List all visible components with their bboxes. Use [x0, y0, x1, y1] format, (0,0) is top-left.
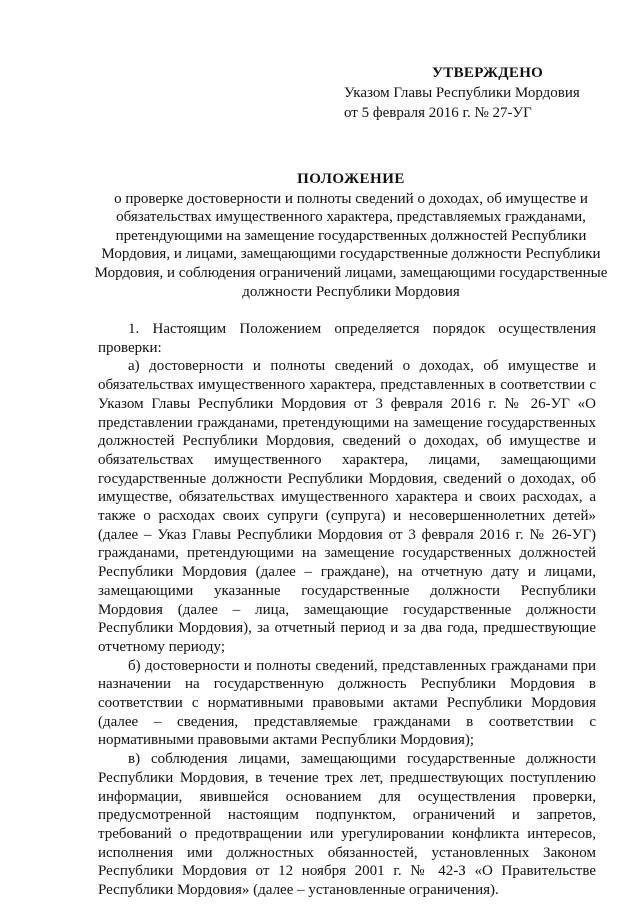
approval-stamp	[344, 63, 624, 123]
approval-heading: УТВЕРЖДЕНО	[432, 65, 544, 81]
approval-line-1: Указом Главы Республики Мордовия	[344, 85, 580, 101]
paragraph-c: в) соблюдения лицами, замещающими государственные должности Республики Мордовия, в течение трех лет, предшествующих поступлению информации, явившейся основанием для осуществления проверки, предусмотренной настоящим подпунктом, ограничений и запретов, требований о предотвращении или урегулировании конфликта интересов, исполнения ими должностных обязанностей, установленных Законом Республики Мордовия от 12 ноября 2001 г. № 42-З «О Правительстве Республики Мордовия» (далее – установленные ограничения).	[98, 751, 596, 899]
document-subtitle: о проверке достоверности и полноты сведений о доходах, об имуществе и обязательствах имущественного характера, представляемых гражданами, претендующими на замещение государственных должностей Республики Мордовия, и лицами, замещающими государственные должности Республики Мордовия, и соблюдения ограничений лицами, замещающими государственные должности Республики Мордовия	[94, 190, 608, 300]
approval-line-2: от 5 февраля 2016 г. № 27-УГ	[344, 105, 532, 121]
document-title-block	[86, 170, 616, 301]
document-title: ПОЛОЖЕНИЕ	[297, 171, 405, 187]
paragraph-a: а) достоверности и полноты сведений о доходах, об имуществе и обязательствах имущественного характера, представленных в соответствии с Указом Главы Республики Мордовия от 3 февраля 2016 г. № 26-УГ «О представлении гражданами, претендующими на замещение государственных должностей Республики Мордовия, сведений о доходах, об имуществе и обязательствах имущественного характера, лицами, замещающими государственные должности Республики Мордовия, сведений о доходах, об имуществе, обязательствах имущественного характера и своих расходах, а также о расходах своих супруги (супруга) и несовершеннолетних детей» (далее – Указ Главы Республики Мордовия от 3 февраля 2016 г. № 26-УГ) гражданами, претендующими на замещение государственных должностей Республики Мордовия (далее – граждане), на отчетную дату и лицами, замещающими указанные государственные должности Республики Мордовия (далее – лица, замещающие государственные должности Республики Мордовия), за отчетный период и за два года, предшествующие отчетному периоду;	[98, 358, 596, 655]
paragraph-1: 1. Настоящим Положением определяется порядок осуществления проверки:	[98, 321, 596, 356]
document-body	[98, 320, 596, 900]
paragraph-b: б) достоверности и полноты сведений, представленных гражданами при назначении на государственную должность Республики Мордовия в соответствии с нормативными правовыми актами Республики Мордовия (далее – сведения, представляемые гражданами в соответствии с нормативными правовыми актами Республики Мордовия);	[98, 657, 596, 749]
